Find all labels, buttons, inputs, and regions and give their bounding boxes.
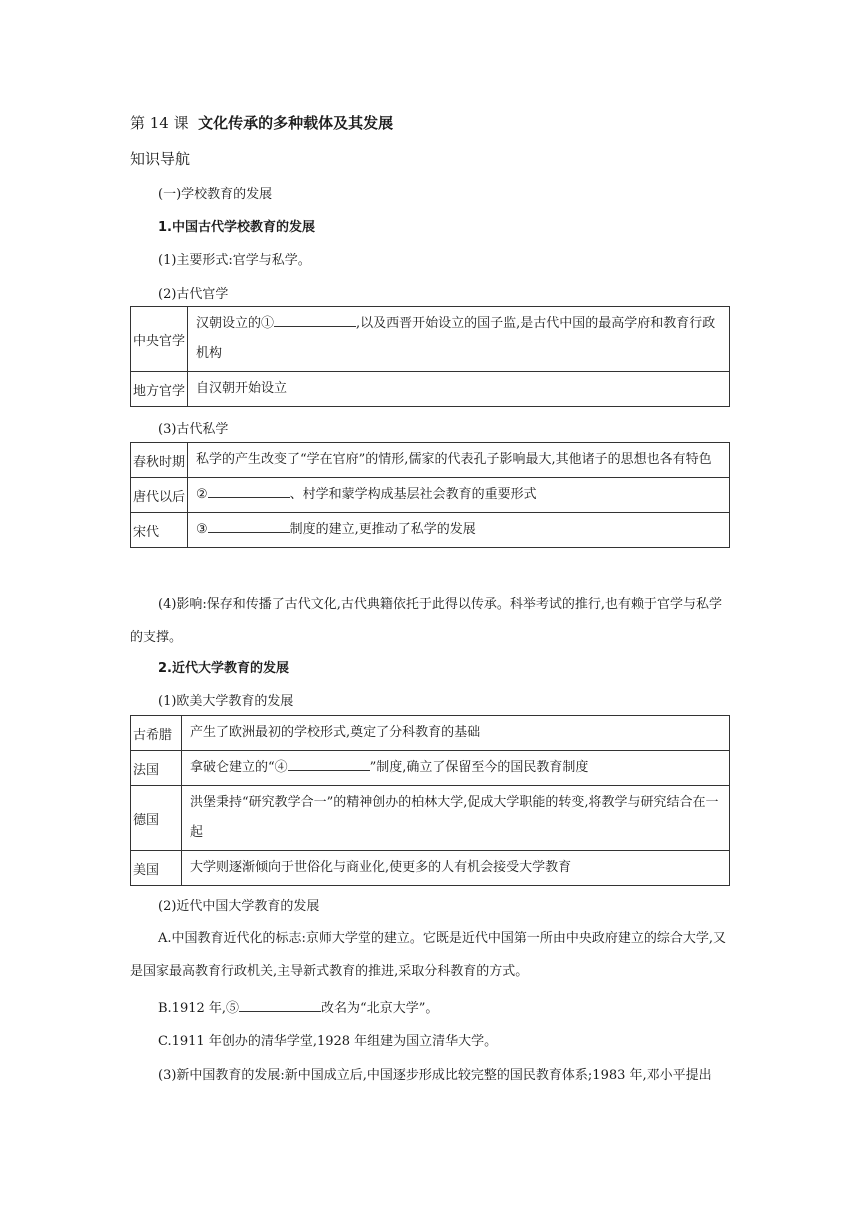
section-heading: (一)学校教育的发展 xyxy=(158,187,273,202)
table-cell-value: ② 、村学和蒙学构成基层社会教育的重要形式 xyxy=(188,478,730,513)
fill-blank-3[interactable] xyxy=(208,518,290,533)
table-cell-key: 宋代 xyxy=(131,513,188,548)
table-row xyxy=(131,372,730,407)
table-cell-value: 产生了欧洲最初的学校形式,奠定了分科教育的基础 xyxy=(182,716,730,751)
paragraph-modern-china: (2)近代中国大学教育的发展 xyxy=(158,899,320,914)
table-cell-key: 古希腊 xyxy=(131,716,182,751)
paragraph-item-a: A.中国教育近代化的标志:京师大学堂的建立。它既是近代中国第一所由中央政府建立的综合大学,又是国家最高教育行政机关,主导新式教育的推进,采取分科教育的方式。 xyxy=(130,931,727,979)
table-cell-key: 唐代以后 xyxy=(131,478,188,513)
table-cell-key: 春秋时期 xyxy=(131,443,188,478)
table-row xyxy=(131,786,730,851)
table-cell-value: 洪堡秉持“研究教学合一”的精神创办的柏林大学,促成大学职能的转变,将教学与研究结合在一起 xyxy=(182,786,730,851)
lesson-title xyxy=(130,112,393,133)
table-cell-value: 汉朝设立的① ,以及西晋开始设立的国子监,是古代中国的最高学府和教育行政机构 xyxy=(188,307,730,372)
fill-blank-4[interactable] xyxy=(288,756,370,771)
paragraph-item-c: C.1911 年创办的清华学堂,1928 年组建为国立清华大学。 xyxy=(158,1034,498,1049)
table-cell-value: 大学则逐渐倾向于世俗化与商业化,使更多的人有机会接受大学教育 xyxy=(182,851,730,886)
table-cell-value: 拿破仑建立的“④ ”制度,确立了保留至今的国民教育制度 xyxy=(182,751,730,786)
lesson-number: 第 14 课 xyxy=(130,114,189,132)
table-row xyxy=(131,513,730,548)
table-official-schools xyxy=(130,306,730,407)
paragraph-official-schools: (2)古代官学 xyxy=(158,287,229,302)
paragraph-influence: (4)影响:保存和传播了古代文化,古代典籍依托于此得以传承。科举考试的推行,也有赖于官学与私学的支撑。 xyxy=(130,597,723,645)
fill-blank-5[interactable] xyxy=(239,997,321,1012)
paragraph-private-schools: (3)古代私学 xyxy=(158,422,229,437)
fill-blank-1[interactable] xyxy=(274,312,356,327)
table-row xyxy=(131,478,730,513)
table-row xyxy=(131,751,730,786)
table-cell-key: 美国 xyxy=(131,851,182,886)
table-cell-key: 地方官学 xyxy=(131,372,188,407)
paragraph-western-universities: (1)欧美大学教育的发展 xyxy=(158,694,294,709)
table-cell-value: ③ 制度的建立,更推动了私学的发展 xyxy=(188,513,730,548)
table-cell-key: 德国 xyxy=(131,786,182,851)
subheading-modern-university: 2.近代大学教育的发展 xyxy=(158,661,289,676)
fill-blank-2[interactable] xyxy=(208,483,290,498)
subheading-ancient-education: 1.中国古代学校教育的发展 xyxy=(158,220,315,235)
table-row xyxy=(131,851,730,886)
table-cell-value: 自汉朝开始设立 xyxy=(188,372,730,407)
paragraph-item-b: B.1912 年,⑤ 改名为“北京大学”。 xyxy=(158,997,438,1016)
paragraph-new-china: (3)新中国教育的发展:新中国成立后,中国逐步形成比较完整的国民教育体系;1983 年,邓小平提出 xyxy=(158,1068,712,1083)
knowledge-nav-heading: 知识导航 xyxy=(130,150,191,168)
table-cell-value: 私学的产生改变了“学在官府”的情形,儒家的代表孔子影响最大,其他诸子的思想也各有特色 xyxy=(188,443,730,478)
table-western-universities xyxy=(130,715,730,886)
table-row xyxy=(131,716,730,751)
table-row xyxy=(131,307,730,372)
paragraph-main-forms: (1)主要形式:官学与私学。 xyxy=(158,253,311,268)
table-row xyxy=(131,443,730,478)
table-private-schools xyxy=(130,442,730,548)
table-cell-key: 法国 xyxy=(131,751,182,786)
lesson-title-text: 文化传承的多种载体及其发展 xyxy=(198,114,394,132)
table-cell-key: 中央官学 xyxy=(131,307,188,372)
